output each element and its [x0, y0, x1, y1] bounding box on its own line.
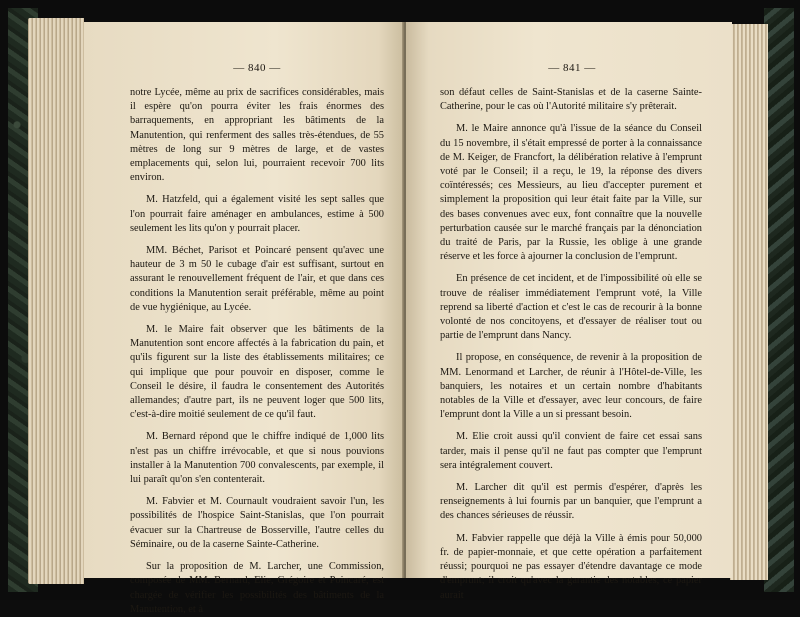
paragraph: M. le Maire annonce qu'à l'issue de la séance du Conseil du 15 novembre, il s'était empressé de porter à la connaissance de M. Keiger, de Francfort, la délibération relative à l'emprunt voté par le Conseil; il a reçu, le 19, la réponse des divers coïntéressés; ces Messieurs, au lieu d'accepter purement et simplement la proposition qui leur était faite par la Ville, sur des bases convenues avec eux, font connaître que la nouvelle perturbation causée sur le marché français par la dénonciation du traité de Paris, par la Russie, les oblige à une grande réserve et les force à ajourner la conclusion de l'emprunt. — [440, 123, 702, 263]
page-number-left: — 840 — — [233, 62, 281, 74]
paragraph: MM. Béchet, Parisot et Poincaré pensent qu'avec une hauteur de 3 m 50 le cubage d'air est suffisant, surtout en assurant le renouvellement fréquent de l'air, et que dans ces conditions la Manutention serait préférable, même au point de vue hygiénique, au Lycée. — [130, 245, 384, 313]
paragraph: M. Elie croit aussi qu'il convient de faire cet essai sans tarder, mais il pense qu'il ne faut pas compter que l'emprunt sera intégralement couvert. — [440, 431, 702, 471]
paragraph: M. Hatzfeld, qui a également visité les sept salles que l'on pourrait faire aménager en ambulances, estime à 500 seulement les lits qu'on y pourrait placer. — [130, 194, 384, 234]
paragraph: son défaut celles de Saint-Stanislas et de la caserne Sainte-Catherine, pour le cas où l'Autorité militaire s'y prêterait. — [440, 87, 702, 113]
marbled-cover-right — [764, 8, 794, 592]
paragraph: M. Fabvier et M. Cournault voudraient savoir l'un, les possibilités de l'hospice Saint-Stanislas, que l'on pourrait évacuer sur la Chartreuse de Bosserville, l'autre celles du Séminaire, ou de la caserne Sainte-Catherine. — [130, 496, 384, 550]
paragraph: notre Lycée, même au prix de sacrifices considérables, mais il espère qu'on pourra éviter les frais énormes des barraquements, en appropriant les bâtiments de la Manutention, qui renferment des salles très-étendues, de 55 mètres de long sur 9 mètres de large, et de vastes emplacements qui, selon lui, pourraient recevoir 700 lits environ. — [130, 87, 384, 184]
paragraph: M. le Maire fait observer que les bâtiments de la Manutention sont encore affectés à la fabrication du pain, et qu'ils figurent sur la liste des établissements militaires; ce qui implique que pour pouvoir en disposer, comme le Conseil le désire, il faudra le consentement des Autorités allemandes; d'autre part, ils ne peuvent loger que 500 lits, c'est-à-dire moitié seulement de ce qu'il faut. — [130, 324, 384, 421]
left-page — [84, 22, 404, 615]
paragraph: M. Fabvier rappelle que déjà la Ville à émis pour 50,000 fr. de papier-monnaie, et que cette opération a parfaitement réussi; pourquoi ne pas essayer d'étendre davantage ce mode d'emprunt; il croit qu'avec la garantie des notables, ce papier aurait — [440, 532, 702, 601]
paragraph: En présence de cet incident, et de l'impossibilité où elle se trouve de réaliser immédiatement l'emprunt voté, la Ville reprend sa liberté d'action et c'est le cas de recourir à la bonne volonté de nos concitoyens, et d'essayer de réaliser tout ou partie de l'emprunt dans Nancy. — [440, 273, 702, 342]
paragraph: M. Bernard répond que le chiffre indiqué de 1,000 lits n'est pas un chiffre irrévocable, et que si nous pouvions installer à la Manutention 700 convalescents, par exemple, il lui paraît qu'on s'en contenterait. — [130, 431, 384, 486]
page-edges-right — [730, 24, 768, 580]
page-number-right: — 841 — — [548, 62, 596, 74]
paragraph: Sur la proposition de M. Larcher, une Commission, composée de MM. Bernard, Elie, Grégoire et Poincaré, est chargée de vérifier les possibilités des bâtiments de la Manutention, et à — [130, 561, 384, 615]
paragraph: Il propose, en conséquence, de revenir à la proposition de MM. Lenormand et Larcher, de réunir à l'Hôtel-de-Ville, les banquiers, les notaires et un certain nombre d'habitants notables de la Ville et d'essayer, avec leur concours, de faire l'emprunt dont la Ville a un si pressant besoin. — [440, 352, 702, 421]
right-page — [406, 22, 732, 601]
paragraph: M. Larcher dit qu'il est permis d'espérer, d'après les renseignements à lui fournis par un banquier, que l'emprunt a des chances sérieuses de réussir. — [440, 482, 702, 522]
page-edges-left — [28, 18, 84, 584]
